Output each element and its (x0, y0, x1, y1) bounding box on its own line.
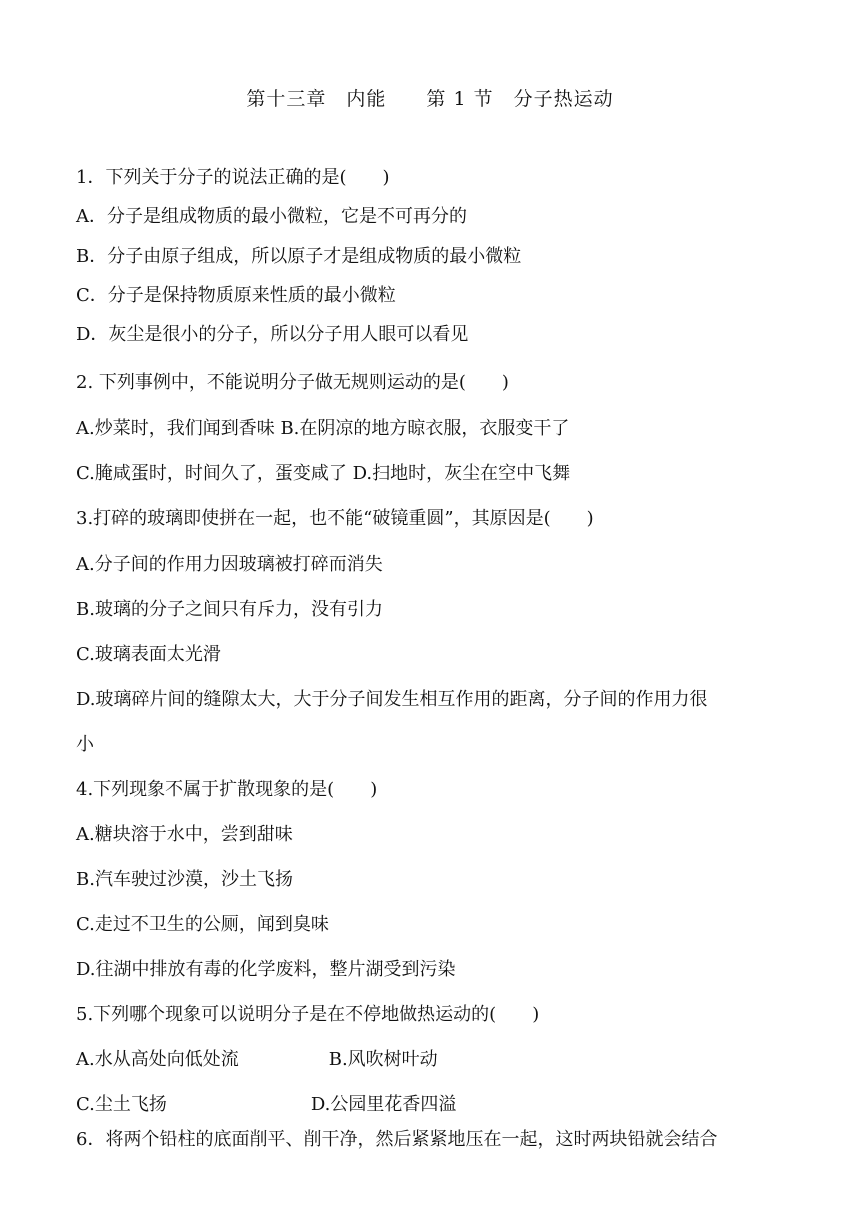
question-1-option-c: C．分子是保持物质原来性质的最小微粒 (76, 285, 396, 306)
question-3-option-a: A.分子间的作用力因玻璃被打碎而消失 (76, 554, 383, 575)
question-4-option-c: C.走过不卫生的公厕，闻到臭味 (76, 914, 329, 935)
question-4-option-d: D.往湖中排放有毒的化学废料，整片湖受到污染 (76, 959, 456, 980)
question-3-option-c: C.玻璃表面太光滑 (76, 644, 221, 665)
question-1-stem: 1．下列关于分子的说法正确的是( ) (76, 167, 390, 188)
question-3-stem: 3.打碎的玻璃即使拼在一起，也不能“破镜重圆”，其原因是( ) (76, 508, 594, 529)
page-title: 第十三章 内能 第 1 节 分子热运动 (246, 88, 614, 110)
question-2-stem: 2. 下列事例中，不能说明分子做无规则运动的是( ) (76, 372, 509, 393)
question-2-options-cd: C.腌咸蛋时，时间久了，蛋变咸了 D.扫地时，灰尘在空中飞舞 (76, 463, 571, 484)
question-1-option-a: A．分子是组成物质的最小微粒，它是不可再分的 (76, 206, 467, 227)
question-2-options-ab: A.炒菜时，我们闻到香味 B.在阴凉的地方晾衣服，衣服变干了 (76, 418, 570, 439)
question-5-options-cd: C.尘土飞扬 D.公园里花香四溢 (76, 1094, 457, 1115)
question-4-stem: 4.下列现象不属于扩散现象的是( ) (76, 779, 378, 800)
question-6-stem: 6．将两个铅柱的底面削平、削干净，然后紧紧地压在一起，这时两块铅就会结合 (76, 1129, 718, 1150)
question-3-option-d: D.玻璃碎片间的缝隙太大，大于分子间发生相互作用的距离，分子间的作用力很 (76, 689, 708, 710)
question-5-options-ab: A.水从高处向低处流 B.风吹树叶动 (76, 1049, 438, 1070)
question-4-option-b: B.汽车驶过沙漠，沙土飞扬 (76, 869, 293, 890)
question-3-option-b: B.玻璃的分子之间只有斥力，没有引力 (76, 599, 383, 620)
question-3-option-d-continued: 小 (76, 734, 94, 755)
question-1-option-b: B．分子由原子组成，所以原子才是组成物质的最小微粒 (76, 246, 522, 267)
question-5-stem: 5.下列哪个现象可以说明分子是在不停地做热运动的( ) (76, 1004, 540, 1025)
question-4-option-a: A.糖块溶于水中，尝到甜味 (76, 824, 293, 845)
question-1-option-d: D．灰尘是很小的分子，所以分子用人眼可以看见 (76, 324, 469, 345)
